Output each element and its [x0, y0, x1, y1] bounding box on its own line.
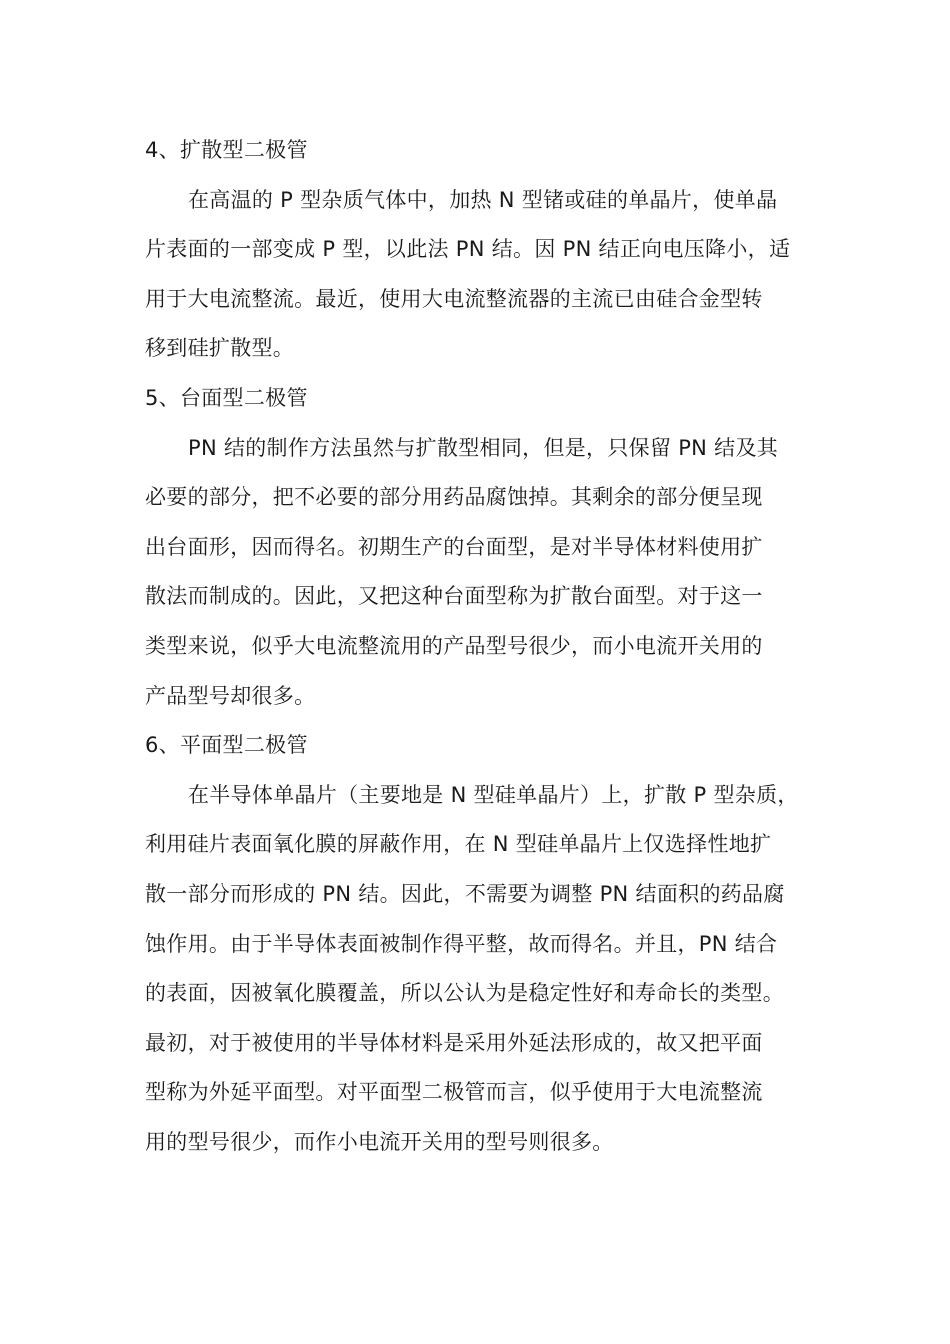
- paragraph-line: 用的型号很少，而作小电流开关用的型号则很多。: [145, 1129, 614, 1154]
- section-heading: 4、扩散型二极管: [145, 138, 308, 162]
- section-heading: 6、平面型二极管: [145, 733, 308, 758]
- paragraph-line: 移到硅扩散型。: [145, 336, 295, 361]
- document-body: [145, 126, 810, 1167]
- paragraph-line: 的表面，因被氧化膜覆盖，所以公认为是稳定性好和寿命长的类型。: [145, 981, 784, 1006]
- paragraph-line: 用于大电流整流。最近，使用大电流整流器的主流已由硅合金型转: [145, 286, 763, 311]
- paragraph-line: 必要的部分，把不必要的部分用药品腐蚀掉。其剩余的部分便呈现: [145, 485, 763, 510]
- paragraph-line: 型称为外延平面型。对平面型二极管而言，似乎使用于大电流整流: [145, 1080, 763, 1105]
- paragraph-line: 出台面形，因而得名。初期生产的台面型，是对半导体材料使用扩: [145, 534, 763, 559]
- paragraph-line: 在半导体单晶片（主要地是 N 型硅单晶片）上，扩散 P 型杂质，: [188, 782, 799, 807]
- section-mesa-diode: [145, 374, 810, 721]
- paragraph-line: 在高温的 P 型杂质气体中，加热 N 型锗或硅的单晶片，使单晶: [188, 187, 778, 212]
- paragraph-line: 片表面的一部变成 P 型，以此法 PN 结。因 PN 结正向电压降小，适: [145, 237, 791, 262]
- section-paragraph: [145, 176, 810, 374]
- section-planar-diode: [145, 721, 810, 1167]
- paragraph-line: 最初，对于被使用的半导体材料是采用外延法形成的，故又把平面: [145, 1030, 763, 1055]
- section-diffused-diode: [145, 126, 810, 374]
- paragraph-line: 利用硅片表面氧化膜的屏蔽作用，在 N 型硅单晶片上仅选择性地扩: [145, 832, 772, 857]
- section-paragraph: [145, 424, 810, 722]
- paragraph-line: 产品型号却很多。: [145, 683, 316, 708]
- paragraph-line: 散一部分而形成的 PN 结。因此，不需要为调整 PN 结面积的药品腐: [145, 881, 785, 906]
- paragraph-line: 散法而制成的。因此，又把这种台面型称为扩散台面型。对于这一: [145, 584, 763, 609]
- paragraph-line: PN 结的制作方法虽然与扩散型相同，但是，只保留 PN 结及其: [188, 435, 779, 460]
- paragraph-line: 蚀作用。由于半导体表面被制作得平整，故而得名。并且，PN 结合: [145, 931, 778, 956]
- section-paragraph: [145, 771, 810, 1168]
- paragraph-line: 类型来说，似乎大电流整流用的产品型号很少，而小电流开关用的: [145, 633, 763, 658]
- section-heading: 5、台面型二极管: [145, 385, 308, 410]
